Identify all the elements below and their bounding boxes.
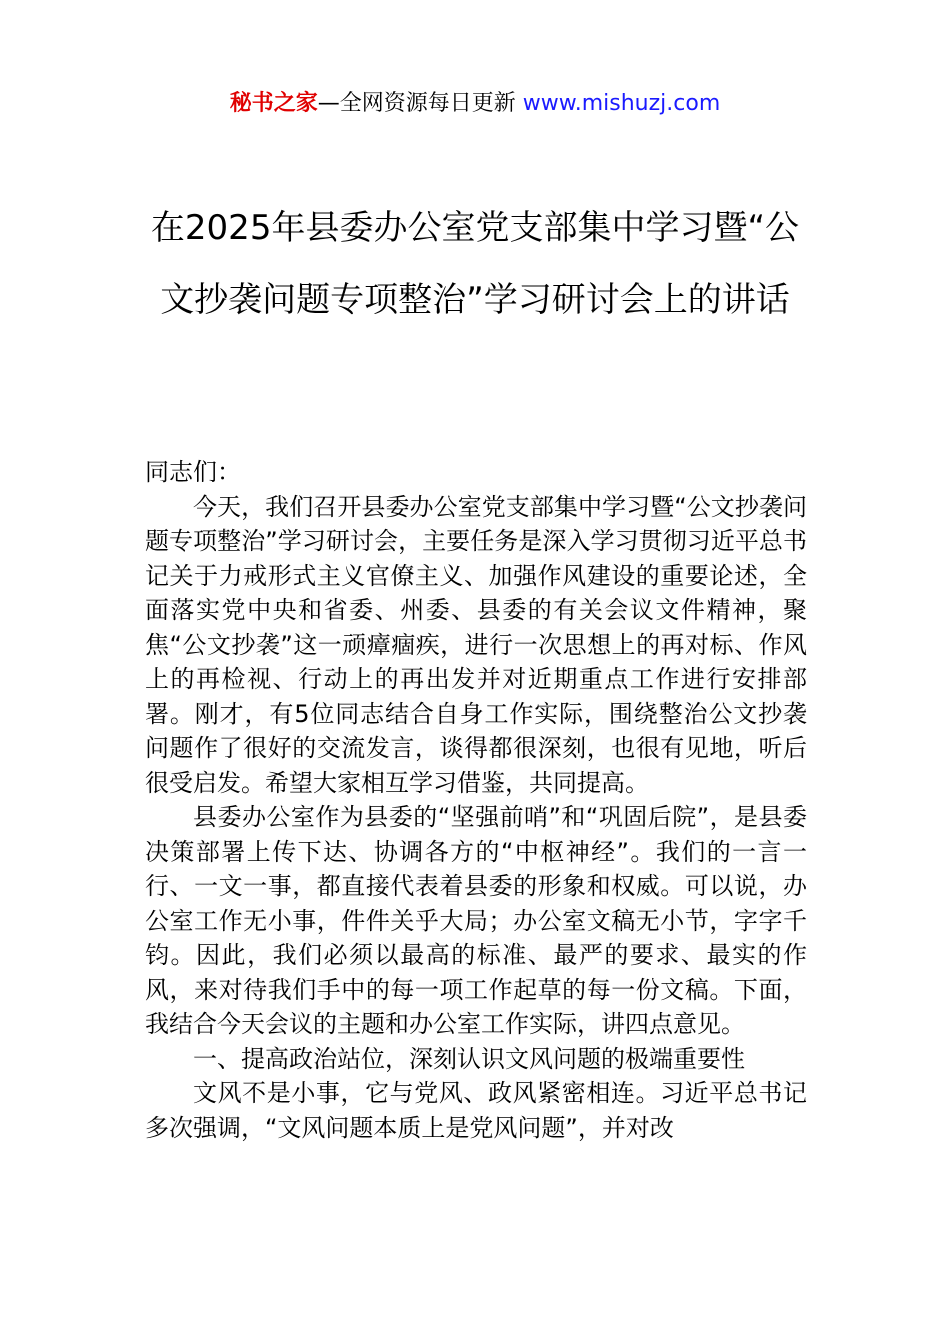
site-tagline: —全网资源每日更新	[317, 91, 523, 116]
paragraph-writing-style: 文风不是小事，它与党风、政风紧密相连。习近平总书记多次强调，“文风问题本质上是党风问题”，并对改	[145, 1079, 807, 1142]
paragraph-intro: 今天，我们召开县委办公室党支部集中学习暨“公文抄袭问题专项整治”学习研讨会，主要任务是深入学习贯彻习近平总书记关于力戒形式主义官僚主义、加强作风建设的重要论述，全面落实党中央和省委、州委、县委的有关会议文件精神，聚焦“公文抄袭”这一顽瘴痼疾，进行一次思想上的再对标、作风上的再检视、行动上的再出发并对近期重点工作进行安排部署。刚才，有5位同志结合自身工作实际，围绕整治公文抄袭问题作了很好的交流发言，谈得都很深刻，也很有见地，听后很受启发。希望大家相互学习借鉴，共同提高。	[145, 492, 807, 797]
document-title: 在2025年县委办公室党支部集中学习暨“公文抄袭问题专项整治”学习研讨会上的讲话	[150, 208, 800, 320]
paragraph-office-role: 县委办公室作为县委的“坚强前哨”和“巩固后院”，是县委决策部署上传下达、协调各方的“中枢神经”。我们的一言一行、一文一事，都直接代表着县委的形象和权威。可以说，办公室工作无小事，件件关乎大局；办公室文稿无小节，字字千钧。因此，我们必须以最高的标准、最严的要求、最实的作风，来对待我们手中的每一项工作起草的每一份文稿。下面，我结合今天会议的主题和办公室工作实际，讲四点意见。	[145, 803, 807, 1038]
document-body	[145, 455, 807, 1145]
salutation: 同志们：	[145, 458, 241, 486]
site-name: 秘书之家	[229, 91, 318, 116]
section-heading-1: 一、提高政治站位，深刻认识文风问题的极端重要性	[193, 1044, 745, 1073]
site-header	[0, 88, 950, 120]
site-url-link[interactable]: www.mishuzj.com	[522, 91, 721, 116]
